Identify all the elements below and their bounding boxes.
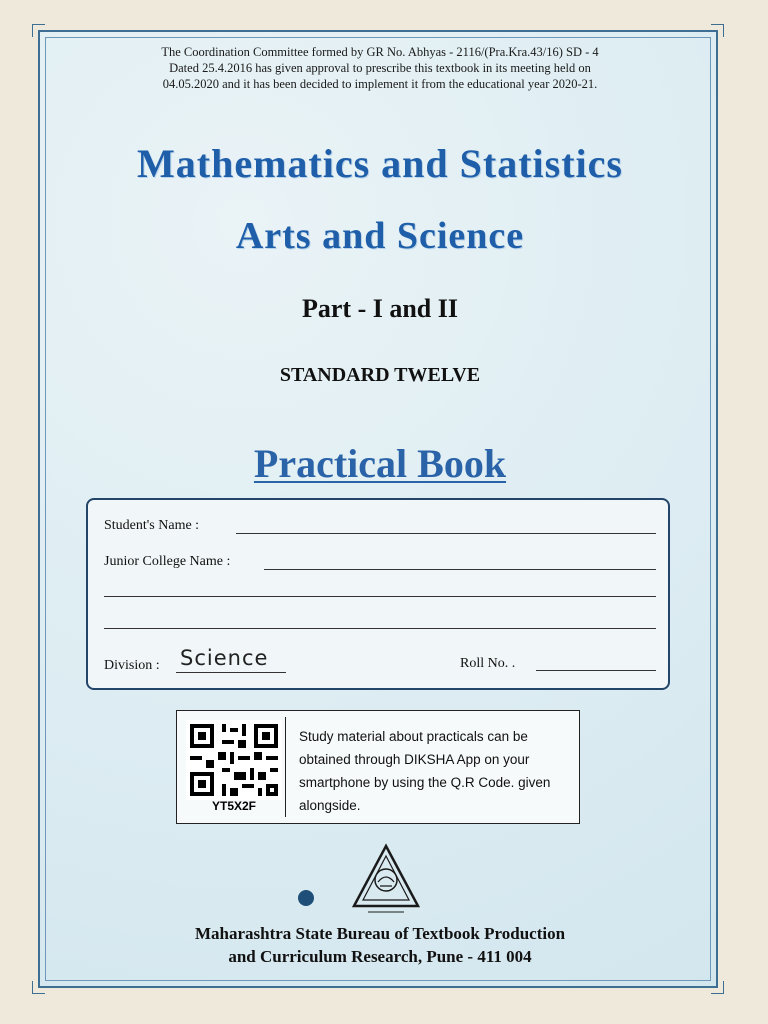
approval-notice: [110, 44, 650, 92]
bureau-logo-icon: [348, 842, 424, 918]
part-label: Part - I and II: [301, 294, 458, 323]
qr-code-label: YT5X2F: [211, 799, 256, 813]
student-name-label: Student's Name :: [104, 518, 200, 533]
roll-no-label: Roll No. .: [460, 656, 516, 671]
division-field[interactable]: [176, 672, 286, 673]
diksha-info-box: [176, 710, 580, 824]
notice-line-2: Dated 25.4.2016 has given approval to prescribe this textbook in its meeting held on: [169, 61, 591, 75]
book-title-line-2: Arts and Science: [235, 215, 525, 257]
book-type-heading: Practical Book: [253, 441, 507, 486]
ornament-dot-icon: [298, 890, 314, 906]
corner-ornament-top-right: [711, 24, 724, 37]
notice-line-3: 04.05.2020 and it has been decided to implement it from the educational year 2020-21.: [162, 77, 598, 91]
qr-cell: [183, 717, 286, 817]
corner-ornament-bottom-left: [32, 981, 45, 994]
college-name-label: Junior College Name :: [104, 554, 231, 569]
corner-ornament-top-left: [32, 24, 45, 37]
book-title-line-1: Mathematics and Statistics: [137, 141, 623, 186]
college-name-field-line-3[interactable]: [104, 628, 656, 629]
qr-code-icon[interactable]: [186, 720, 282, 800]
publisher-name: [40, 922, 720, 968]
student-name-field[interactable]: [236, 533, 656, 534]
notice-line-1: The Coordination Committee formed by GR No. Abhyas - 2116/(Pra.Kra.43/16) SD - 4: [161, 45, 599, 59]
student-details-form: [86, 498, 670, 690]
textbook-cover: [38, 30, 718, 988]
standard-label: STANDARD TWELVE: [279, 364, 481, 386]
publisher-line-2: and Curriculum Research, Pune - 411 004: [228, 947, 532, 966]
corner-ornament-bottom-right: [711, 981, 724, 994]
publisher-line-1: Maharashtra State Bureau of Textbook Production: [194, 924, 566, 943]
roll-no-field[interactable]: [536, 670, 656, 671]
college-name-field-line-2[interactable]: [104, 596, 656, 597]
division-value: Science: [180, 646, 269, 670]
college-name-field[interactable]: [264, 569, 656, 570]
qr-description: Study material about practicals can be obtained through DIKSHA App on your smartphone by using the Q.R Code. given alongside.: [299, 729, 551, 813]
division-label: Division :: [104, 658, 160, 673]
